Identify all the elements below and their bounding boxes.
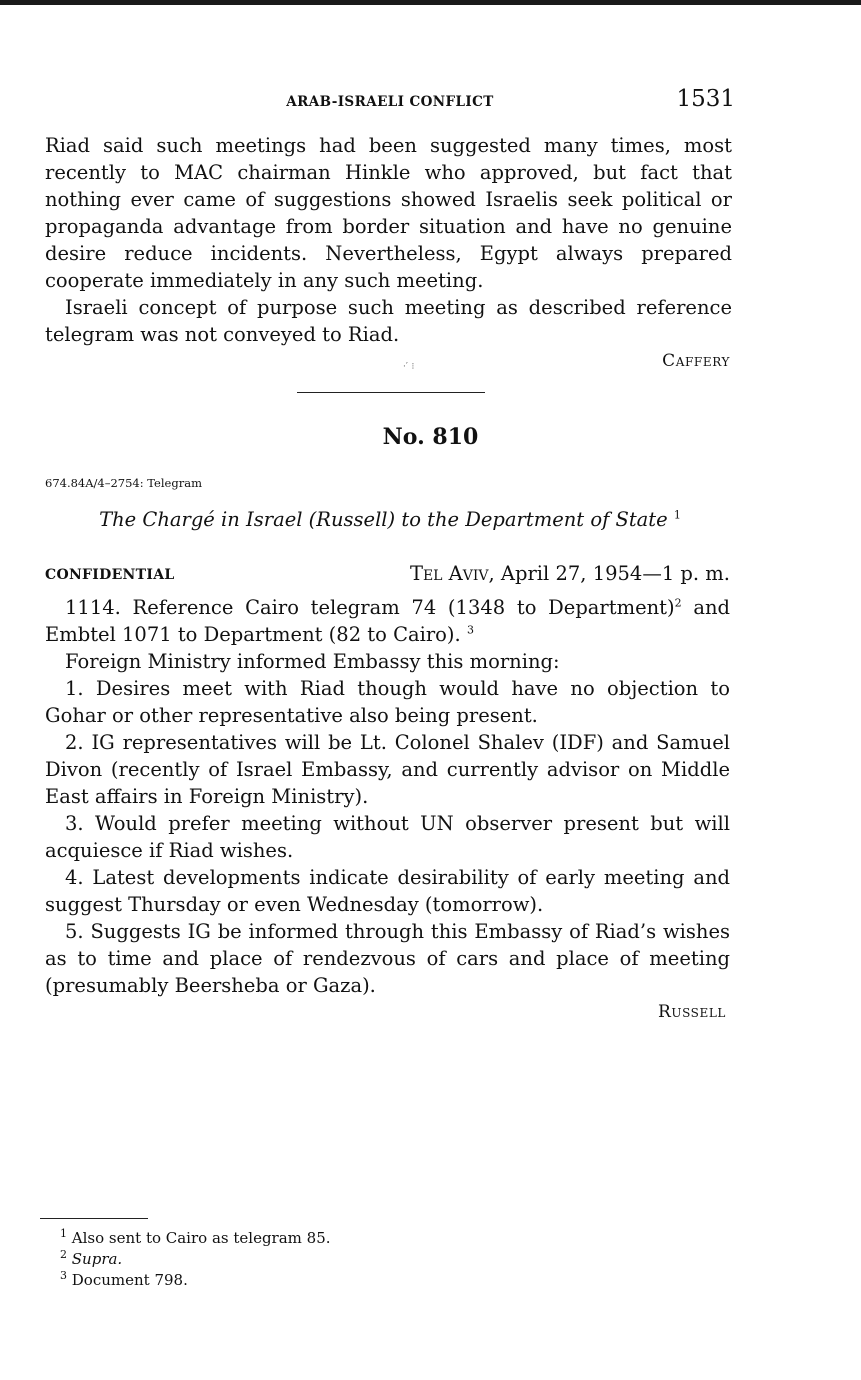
classification-label: CONFIDENTIAL [45,567,175,583]
footnote-2-mark: 2 [60,1248,67,1261]
footnote-1 [60,1228,760,1249]
reference-paragraph [45,594,730,648]
document-number: No. 810 [382,424,479,450]
running-title: ARAB-ISRAELI CONFLICT [286,94,494,110]
footnote-rule [40,1218,148,1219]
continuation-paragraph-2: Israeli concept of purpose such meeting as described reference telegram was not conveyed to Riad. [45,296,732,346]
section-divider [297,392,485,393]
footnote-3 [60,1270,760,1291]
document-heading-text: The Chargé in Israel (Russell) to the Department of State [99,508,668,531]
file-reference: 674.84A/4–2754: Telegram [45,476,202,490]
continuation-text [45,132,732,348]
reference-text-a: 1114. Reference Cairo telegram 74 (1348 to Department) [65,596,675,619]
item-1: 1. Desires meet with Riad though would have no objection to Gohar or other representative also being present. [45,677,730,727]
running-head [45,86,735,120]
lead-paragraph: Foreign Ministry informed Embassy this morning: [65,650,560,673]
footnote-1-text: Also sent to Cairo as telegram 85. [71,1229,331,1247]
reference-text-b: and Embtel 1071 to Department (82 to Cairo). [45,596,730,646]
signature-caffery: Caffery [662,351,730,371]
dateline-date: April 27, 1954—1 p. m. [500,562,730,585]
footnote-2 [60,1249,760,1270]
footnote-ref-1: 1 [673,508,681,522]
item-4: 4. Latest developments indicate desirability of early meeting and suggest Thursday or even Wednesday (tomorrow). [45,866,730,916]
item-5: 5. Suggests IG be informed through this Embassy of Riad’s wishes as to time and place of rendezvous of cars and place of meeting (presumably Beersheba or Gaza). [45,920,730,997]
continuation-paragraph-1: Riad said such meetings had been suggested many times, most recently to MAC chairman Hinkle who approved, but fact that nothing ever came of suggestions showed Israelis seek political or propaganda advantage from border situation and have no genuine desire reduce incidents. Nevertheless, Egypt always prepared cooperate immediately in any such meeting. [45,134,732,292]
footnote-1-mark: 1 [60,1227,67,1240]
dateline-place: Tel Aviv, [409,562,495,585]
footnote-3-text: Document 798. [71,1271,188,1289]
page-number: 1531 [676,86,735,112]
scan-speck: ·′ ⁝ [403,362,415,372]
footnote-3-mark: 3 [60,1269,67,1282]
footnotes [60,1228,760,1291]
item-3: 3. Would prefer meeting without UN observer present but will acquiesce if Riad wishes. [45,812,730,862]
footnote-ref-2: 2 [674,596,682,610]
dateline [410,562,730,585]
footnote-ref-3: 3 [466,623,474,637]
signature-russell: Russell [657,1002,726,1022]
footnote-2-text: Supra. [71,1250,123,1268]
document-heading [0,508,780,531]
telegram-body [45,594,730,999]
item-2: 2. IG representatives will be Lt. Colonel Shalev (IDF) and Samuel Divon (recently of Israel Embassy, and currently advisor on Middle East affairs in Foreign Ministry). [45,731,730,808]
